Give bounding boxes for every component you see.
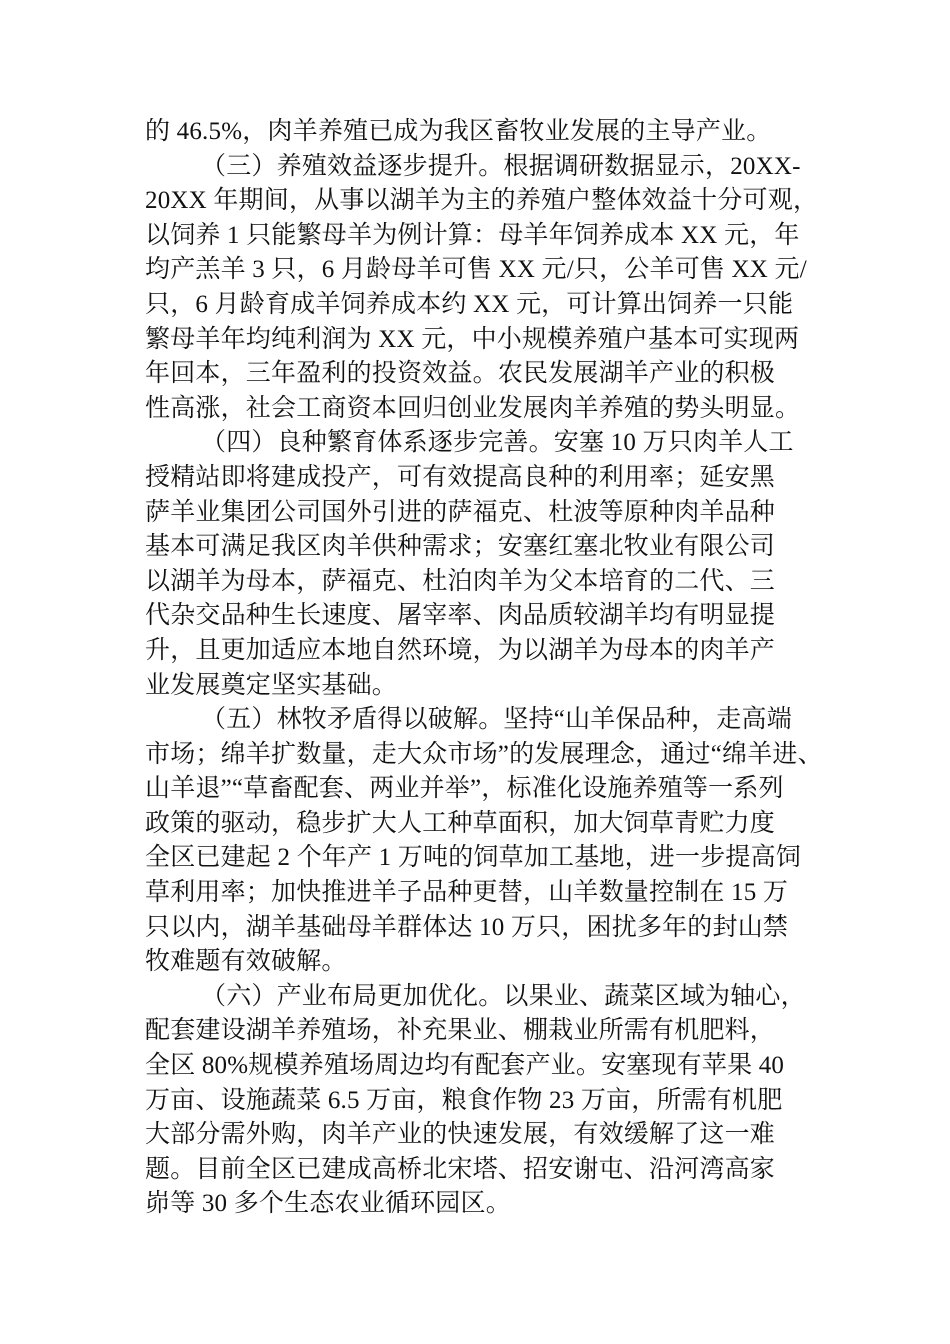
text-line: 题。目前全区已建成高桥北宋塔、招安谢屯、沿河湾高家	[145, 1155, 776, 1183]
text-line: 年回本，三年盈利的投资效益。农民发展湖羊产业的积极	[145, 360, 776, 388]
text-line: 均产羔羊 3 只，6 月龄母羊可售 XX 元/只，公羊可售 XX 元/	[145, 256, 807, 284]
text-line: 政策的驱动，稳步扩大人工种草面积，加大饲草青贮力度	[145, 809, 776, 837]
text-line: 繁母羊年均纯利润为 XX 元，中小规模养殖户基本可实现两	[145, 325, 800, 353]
text-line: 升，且更加适应本地自然环境，为以湖羊为母本的肉羊产	[145, 636, 776, 664]
paragraph-first-line: （三）养殖效益逐步提升。根据调研数据显示，20XX-	[201, 152, 801, 180]
text-line: 配套建设湖羊养殖场，补充果业、棚栽业所需有机肥料，	[145, 1017, 776, 1045]
paragraph-first-line: （四）良种繁育体系逐步完善。安塞 10 万只肉羊人工	[201, 429, 794, 457]
text-line: 性高涨，社会工商资本回归创业发展肉羊养殖的势头明显。	[145, 394, 801, 422]
paragraph-first-line: （六）产业布局更加优化。以果业、蔬菜区域为轴心，	[201, 982, 806, 1010]
text-line: 授精站即将建成投产，可有效提高良种的利用率；延安黑	[145, 463, 776, 491]
text-line: 牧难题有效破解。	[145, 948, 347, 976]
paragraph-first-line: （五）林牧矛盾得以破解。坚持“山羊保品种，走高端	[201, 706, 792, 734]
text-line: 业发展奠定坚实基础。	[145, 671, 398, 699]
text-line: 全区已建起 2 个年产 1 万吨的饲草加工基地，进一步提高饲	[145, 844, 802, 872]
text-line: 市场；绵羊扩数量，走大众市场”的发展理念，通过“绵羊进、	[145, 740, 823, 768]
text-line: 以湖羊为母本，萨福克、杜泊肉羊为父本培育的二代、三	[145, 567, 776, 595]
text-line: 全区 80%规模养殖场周边均有配套产业。安塞现有苹果 40	[145, 1052, 785, 1080]
text-line: 万亩、设施蔬菜 6.5 万亩，粮食作物 23 万亩，所需有机肥	[145, 1086, 783, 1114]
text-line: 20XX 年期间，从事以湖羊为主的养殖户整体效益十分可观，	[145, 187, 819, 215]
text-line: 大部分需外购，肉羊产业的快速发展，有效缓解了这一难	[145, 1121, 776, 1149]
text-line: 只以内，湖羊基础母羊群体达 10 万只，困扰多年的封山禁	[145, 913, 789, 941]
document-body	[145, 115, 835, 1222]
text-line: 以饲养 1 只能繁母羊为例计算：母羊年饲养成本 XX 元，年	[145, 221, 800, 249]
text-line: 峁等 30 多个生态农业循环园区。	[145, 1190, 511, 1218]
text-line: 只，6 月龄育成羊饲养成本约 XX 元，可计算出饲养一只能	[145, 290, 794, 318]
text-line: 的 46.5%，肉羊养殖已成为我区畜牧业发展的主导产业。	[145, 118, 772, 145]
text-line: 萨羊业集团公司国外引进的萨福克、杜波等原种肉羊品种	[145, 498, 776, 526]
text-line: 草利用率；加快推进羊子品种更替，山羊数量控制在 15 万	[145, 879, 789, 907]
text-line: 代杂交品种生长速度、屠宰率、肉品质较湖羊均有明显提	[145, 602, 776, 630]
text-line: 山羊退”“草畜配套、两业并举”，标准化设施养殖等一系列	[145, 775, 784, 803]
text-line: 基本可满足我区肉羊供种需求；安塞红塞北牧业有限公司	[145, 533, 776, 561]
